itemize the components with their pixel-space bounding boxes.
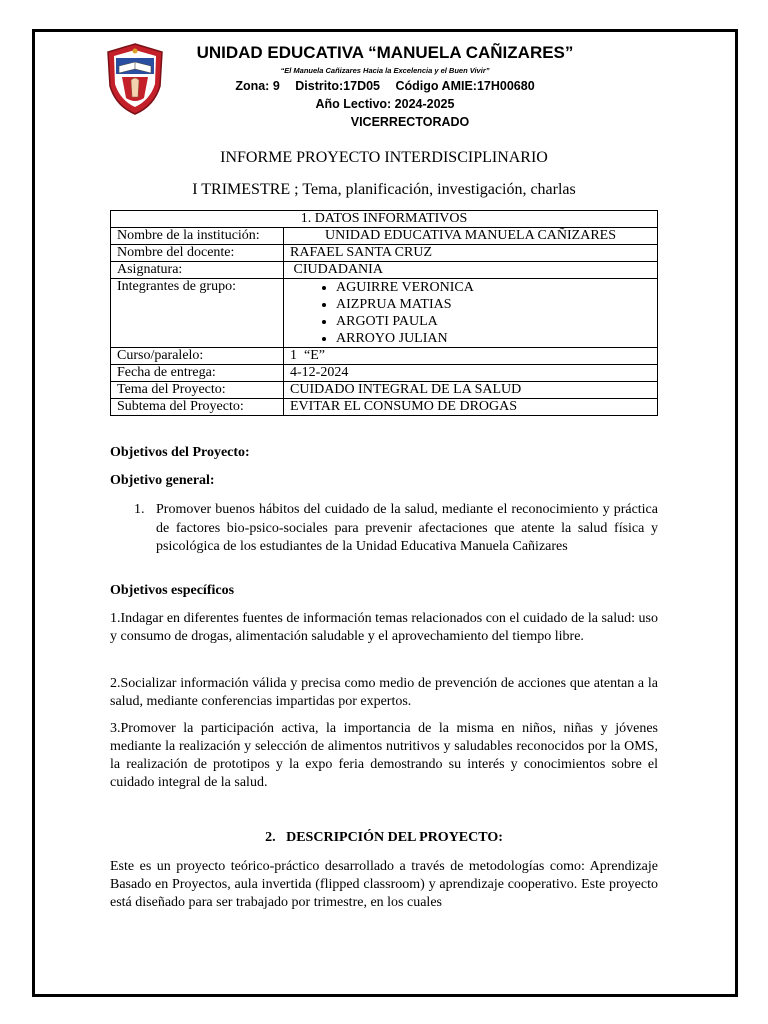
school-name: UNIDAD EDUCATIVA “MANUELA CAÑIZARES”	[196, 43, 574, 62]
specific-objective-1: 1.Indagar en diferentes fuentes de información temas relacionados con el cuidado de la salud: uso y consumo de drogas, alimentación saludable y el aprovechamiento del tiempo libre.	[110, 611, 658, 644]
table-heading: 1. DATOS INFORMATIVOS	[111, 211, 658, 228]
general-objective-list	[134, 501, 658, 557]
row-value: 1 “E”	[284, 348, 658, 365]
amie-label: Código AMIE:17H00680	[395, 79, 535, 93]
row-value: RAFAEL SANTA CRUZ	[284, 245, 658, 262]
document-subtitle: I TRIMESTRE ; Tema, planificación, investigación, charlas	[192, 181, 576, 198]
general-objective-text: Promover buenos hábitos del cuidado de la salud, mediante el reconocimiento y práctica de factores bio-psico-sociales para prevenir afectaciones que atente la salud física y psicológica de los estudiantes de la Unidad Educativa Manuela Cañizares	[156, 502, 658, 554]
row-value	[284, 228, 658, 245]
objectives-heading: Objetivos del Proyecto:	[110, 445, 250, 460]
info-table	[110, 210, 658, 416]
table-row	[111, 399, 658, 416]
description-heading: 2. DESCRIPCIÓN DEL PROYECTO:	[265, 830, 503, 845]
row-label: Integrantes de grupo:	[111, 279, 284, 348]
specific-objective-3: 3.Promover la participación activa, la importancia de la misma en niños, niñas y jóvenes mediante la realización y selección de alimentos nutritivos y saludables reconocidos por la OMS, la realización de prototipos y la expo feria demostrando su interés y conocimientos sobre el cuidado integral de la salud.	[110, 721, 658, 790]
row-label: Tema del Proyecto:	[111, 382, 284, 399]
row-label: Nombre de la institución:	[111, 228, 284, 245]
row-value	[284, 279, 658, 348]
subject-value: CIUDADANIA	[293, 262, 383, 277]
institution-value: UNIDAD EDUCATIVA MANUELA CAÑIZARES	[324, 228, 617, 243]
school-motto: “El Manuela Cañizares Hacia la Excelencia y el Buen Vivir”	[280, 66, 490, 75]
school-year: Año Lectivo: 2024-2025	[315, 97, 455, 111]
row-value: CUIDADO INTEGRAL DE LA SALUD	[284, 382, 658, 399]
table-row	[111, 279, 658, 348]
specific-objective-2: 2.Socializar información válida y precisa como medio de prevención de acciones que atentan a la salud, mediante conferencias impartidas por expertos.	[110, 676, 658, 709]
table-row	[111, 348, 658, 365]
school-codes	[160, 79, 610, 93]
row-label: Curso/paralelo:	[111, 348, 284, 365]
zona-label: Zona: 9	[235, 79, 280, 93]
department: VICERRECTORADO	[350, 115, 470, 129]
table-row	[111, 365, 658, 382]
specific-objectives-heading: Objetivos específicos	[110, 583, 235, 598]
school-seal-icon	[102, 42, 168, 116]
table-row	[111, 245, 658, 262]
document-title: INFORME PROYECTO INTERDISCIPLINARIO	[220, 149, 548, 166]
list-item: • AGUIRRE VERONICA	[336, 279, 651, 296]
description-text: Este es un proyecto teórico-práctico desarrollado a través de metodologías como: Aprendizaje Basado en Proyectos, aula invertida (flipped classroom) y aprendizaje cooperativo. Este proyecto está diseñado para ser trabajado por trimestre, en los cuales	[110, 859, 658, 910]
list-item: • AIZPRUA MATIAS	[336, 296, 651, 313]
row-value: 4-12-2024	[284, 365, 658, 382]
list-item: • ARROYO JULIAN	[336, 330, 651, 347]
list-item: • ARGOTI PAULA	[336, 313, 651, 330]
row-label: Subtema del Proyecto:	[111, 399, 284, 416]
table-row	[111, 228, 658, 245]
row-label: Nombre del docente:	[111, 245, 284, 262]
row-label: Asignatura:	[111, 262, 284, 279]
row-value	[284, 262, 658, 279]
list-number: 1.	[134, 502, 145, 517]
row-label: Fecha de entrega:	[111, 365, 284, 382]
table-row	[111, 262, 658, 279]
table-row	[111, 382, 658, 399]
distrito-label: Distrito:17D05	[295, 79, 381, 93]
members-list	[290, 279, 651, 347]
general-objective-heading: Objetivo general:	[110, 473, 215, 488]
row-value: EVITAR EL CONSUMO DE DROGAS	[284, 399, 658, 416]
